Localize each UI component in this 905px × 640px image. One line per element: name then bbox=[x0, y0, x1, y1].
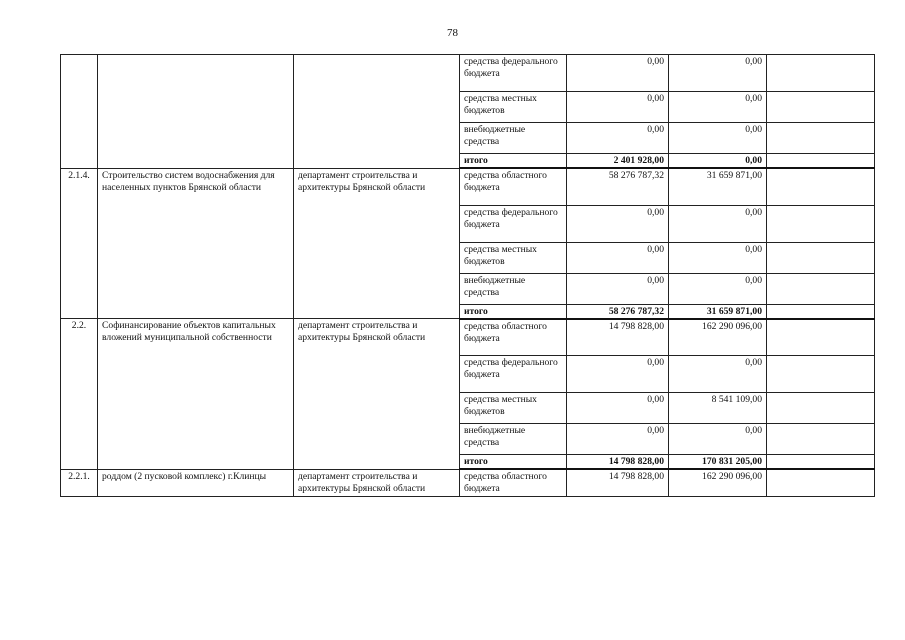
amount-1: 14 798 828,00 bbox=[567, 469, 669, 496]
item-executor: департамент строительства и архитектуры Брянской области bbox=[294, 469, 460, 496]
funding-source: внебюджетные средства bbox=[460, 123, 567, 154]
table-row bbox=[61, 469, 875, 496]
budget-table bbox=[60, 54, 875, 497]
amount-1: 0,00 bbox=[567, 55, 669, 92]
empty-cell bbox=[767, 55, 875, 92]
item-executor: департамент строительства и архитектуры Брянской области bbox=[294, 319, 460, 470]
amount-1: 0,00 bbox=[567, 123, 669, 154]
empty-cell bbox=[767, 455, 875, 470]
amount-1: 0,00 bbox=[567, 242, 669, 273]
funding-source: средства областного бюджета bbox=[460, 319, 567, 356]
amount-2: 0,00 bbox=[669, 242, 767, 273]
amount-2: 0,00 bbox=[669, 205, 767, 242]
funding-source: внебюджетные средства bbox=[460, 273, 567, 304]
amount-2: 31 659 871,00 bbox=[669, 168, 767, 205]
item-name: Строительство систем водоснабжения для населенных пунктов Брянской области bbox=[98, 168, 294, 319]
total-label: итого bbox=[460, 154, 567, 169]
amount-2: 0,00 bbox=[669, 123, 767, 154]
amount-1: 14 798 828,00 bbox=[567, 319, 669, 356]
empty-cell bbox=[767, 393, 875, 424]
item-name bbox=[98, 55, 294, 169]
item-name: роддом (2 пусковой комплекс) г.Клинцы bbox=[98, 469, 294, 496]
empty-cell bbox=[767, 154, 875, 169]
funding-source: средства местных бюджетов bbox=[460, 393, 567, 424]
empty-cell bbox=[767, 92, 875, 123]
funding-source: средства местных бюджетов bbox=[460, 92, 567, 123]
table-row bbox=[61, 55, 875, 92]
total-amount-1: 14 798 828,00 bbox=[567, 455, 669, 470]
table-row bbox=[61, 319, 875, 356]
total-amount-2: 170 831 205,00 bbox=[669, 455, 767, 470]
empty-cell bbox=[767, 356, 875, 393]
amount-2: 162 290 096,00 bbox=[669, 469, 767, 496]
empty-cell bbox=[767, 273, 875, 304]
funding-source: внебюджетные средства bbox=[460, 424, 567, 455]
empty-cell bbox=[767, 319, 875, 356]
item-name: Софинансирование объектов капитальных вложений муниципальной собственности bbox=[98, 319, 294, 470]
total-amount-2: 0,00 bbox=[669, 154, 767, 169]
item-executor: департамент строительства и архитектуры Брянской области bbox=[294, 168, 460, 319]
item-number: 2.1.4. bbox=[61, 168, 98, 319]
amount-1: 0,00 bbox=[567, 393, 669, 424]
empty-cell bbox=[767, 205, 875, 242]
funding-source: средства местных бюджетов bbox=[460, 242, 567, 273]
amount-1: 0,00 bbox=[567, 356, 669, 393]
amount-1: 0,00 bbox=[567, 424, 669, 455]
table-row bbox=[61, 168, 875, 205]
total-amount-1: 2 401 928,00 bbox=[567, 154, 669, 169]
amount-2: 0,00 bbox=[669, 424, 767, 455]
item-number bbox=[61, 55, 98, 169]
empty-cell bbox=[767, 304, 875, 319]
funding-source: средства федерального бюджета bbox=[460, 205, 567, 242]
item-executor bbox=[294, 55, 460, 169]
item-number: 2.2.1. bbox=[61, 469, 98, 496]
total-label: итого bbox=[460, 304, 567, 319]
amount-2: 0,00 bbox=[669, 356, 767, 393]
empty-cell bbox=[767, 123, 875, 154]
total-label: итого bbox=[460, 455, 567, 470]
total-amount-1: 58 276 787,32 bbox=[567, 304, 669, 319]
amount-2: 162 290 096,00 bbox=[669, 319, 767, 356]
funding-source: средства федерального бюджета bbox=[460, 356, 567, 393]
amount-1: 0,00 bbox=[567, 92, 669, 123]
empty-cell bbox=[767, 424, 875, 455]
amount-1: 0,00 bbox=[567, 273, 669, 304]
funding-source: средства областного бюджета bbox=[460, 469, 567, 496]
amount-2: 8 541 109,00 bbox=[669, 393, 767, 424]
empty-cell bbox=[767, 168, 875, 205]
amount-2: 0,00 bbox=[669, 273, 767, 304]
funding-source: средства федерального бюджета bbox=[460, 55, 567, 92]
amount-1: 58 276 787,32 bbox=[567, 168, 669, 205]
total-amount-2: 31 659 871,00 bbox=[669, 304, 767, 319]
page-number: 78 bbox=[447, 27, 458, 39]
amount-1: 0,00 bbox=[567, 205, 669, 242]
empty-cell bbox=[767, 242, 875, 273]
funding-source: средства областного бюджета bbox=[460, 168, 567, 205]
amount-2: 0,00 bbox=[669, 92, 767, 123]
empty-cell bbox=[767, 469, 875, 496]
amount-2: 0,00 bbox=[669, 55, 767, 92]
item-number: 2.2. bbox=[61, 319, 98, 470]
